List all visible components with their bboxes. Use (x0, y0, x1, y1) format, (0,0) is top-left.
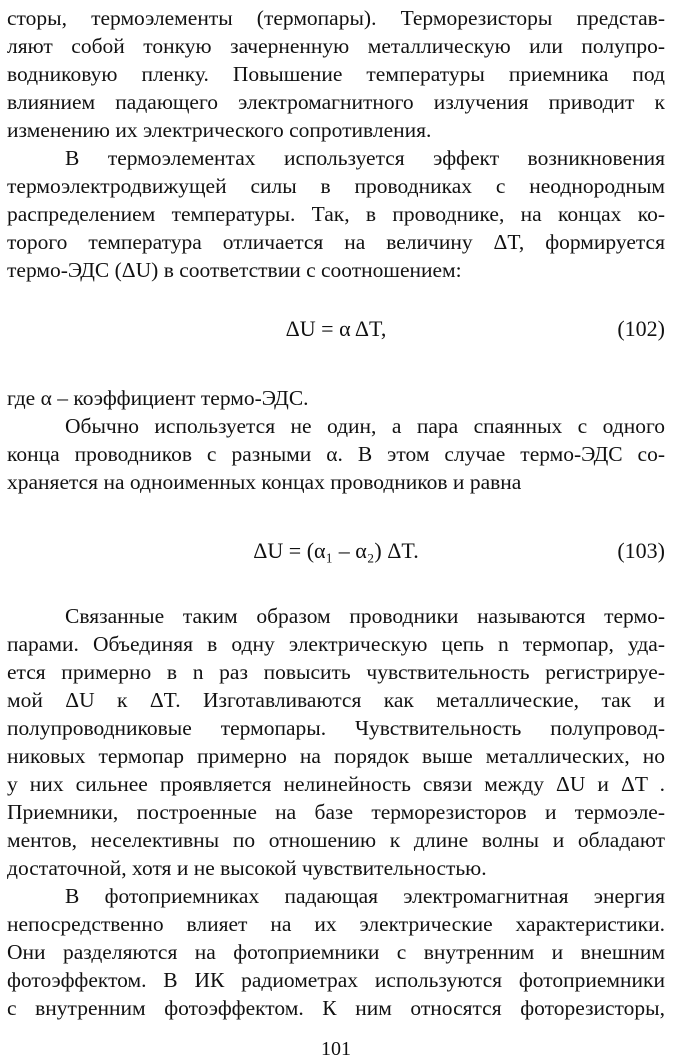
text-line: термо-ЭДС (ΔU) в соответствии с соотношением: (7, 258, 462, 282)
text-line: полупроводниковые термопары. Чувствительность полупровод- (7, 716, 665, 740)
text-line: торого температура отличается на величину ΔT, формируется (7, 230, 665, 254)
equation-number: (102) (617, 316, 665, 341)
text-line: ется примерно в n раз повысить чувствительность регистрируе- (7, 660, 665, 684)
text-line: влиянием падающего электромагнитного излучения приводит к (7, 90, 665, 114)
text-line: Приемники, построенные на базе терморезисторов и термоэле- (7, 800, 665, 824)
text-line: водниковую пленку. Повышение температуры приемника под (7, 62, 665, 86)
text-line: где α – коэффициент термо-ЭДС. (7, 386, 309, 410)
equation-formula: ΔU = α ΔT, (285, 316, 387, 341)
equation-formula: ΔU = (α₁ – α₂) ΔT. (253, 538, 419, 563)
text-line: изменению их электрического сопротивления. (7, 118, 432, 142)
document-page (7, 0, 665, 1064)
text-line: непосредственно влияет на их электрические характеристики. (7, 912, 665, 936)
text-line: распределением температуры. Так, в проводнике, на концах ко- (7, 202, 665, 226)
text-line: у них сильнее проявляется нелинейность связи между ΔU и ΔT . (7, 772, 665, 796)
text-line: конца проводников с разными α. В этом случае термо-ЭДС со- (7, 442, 665, 466)
text-line: ментов, неселективны по отношению к длине волны и обладают (7, 828, 665, 852)
text-line: Они разделяются на фотоприемники с внутренним и внешним (7, 940, 665, 964)
text-line: Обычно используется не один, а пара спаянных с одного (65, 414, 665, 438)
text-line: достаточной, хотя и не высокой чувствительностью. (7, 856, 487, 880)
text-line: В термоэлементах используется эффект возникновения (65, 146, 665, 170)
page-number: 101 (321, 1038, 351, 1060)
text-line: термоэлектродвижущей силы в проводниках с неоднородным (7, 174, 665, 198)
text-line: никовых термопар примерно на порядок выше металлических, но (7, 744, 665, 768)
text-line: фотоэффектом. В ИК радиометрах используются фотоприемники (7, 968, 665, 992)
text-line: с внутренним фотоэффектом. К ним относятся фоторезисторы, (7, 996, 665, 1020)
text-line: парами. Объединяя в одну электрическую цепь n термопар, уда- (7, 632, 665, 656)
text-line: В фотоприемниках падающая электромагнитная энергия (65, 884, 665, 908)
text-line: ляют собой тонкую зачерненную металлическую или полупро- (7, 34, 665, 58)
text-line: Связанные таким образом проводники называются термо- (65, 604, 665, 628)
text-line: сторы, термоэлементы (термопары). Терморезисторы представ- (7, 6, 665, 30)
equation-103 (7, 536, 665, 566)
text-line: мой ΔU к ΔT. Изготавливаются как металлические, так и (7, 688, 665, 712)
text-line: храняется на одноименных концах проводников и равна (7, 470, 522, 494)
equation-number: (103) (617, 538, 665, 563)
equation-102 (7, 314, 665, 344)
